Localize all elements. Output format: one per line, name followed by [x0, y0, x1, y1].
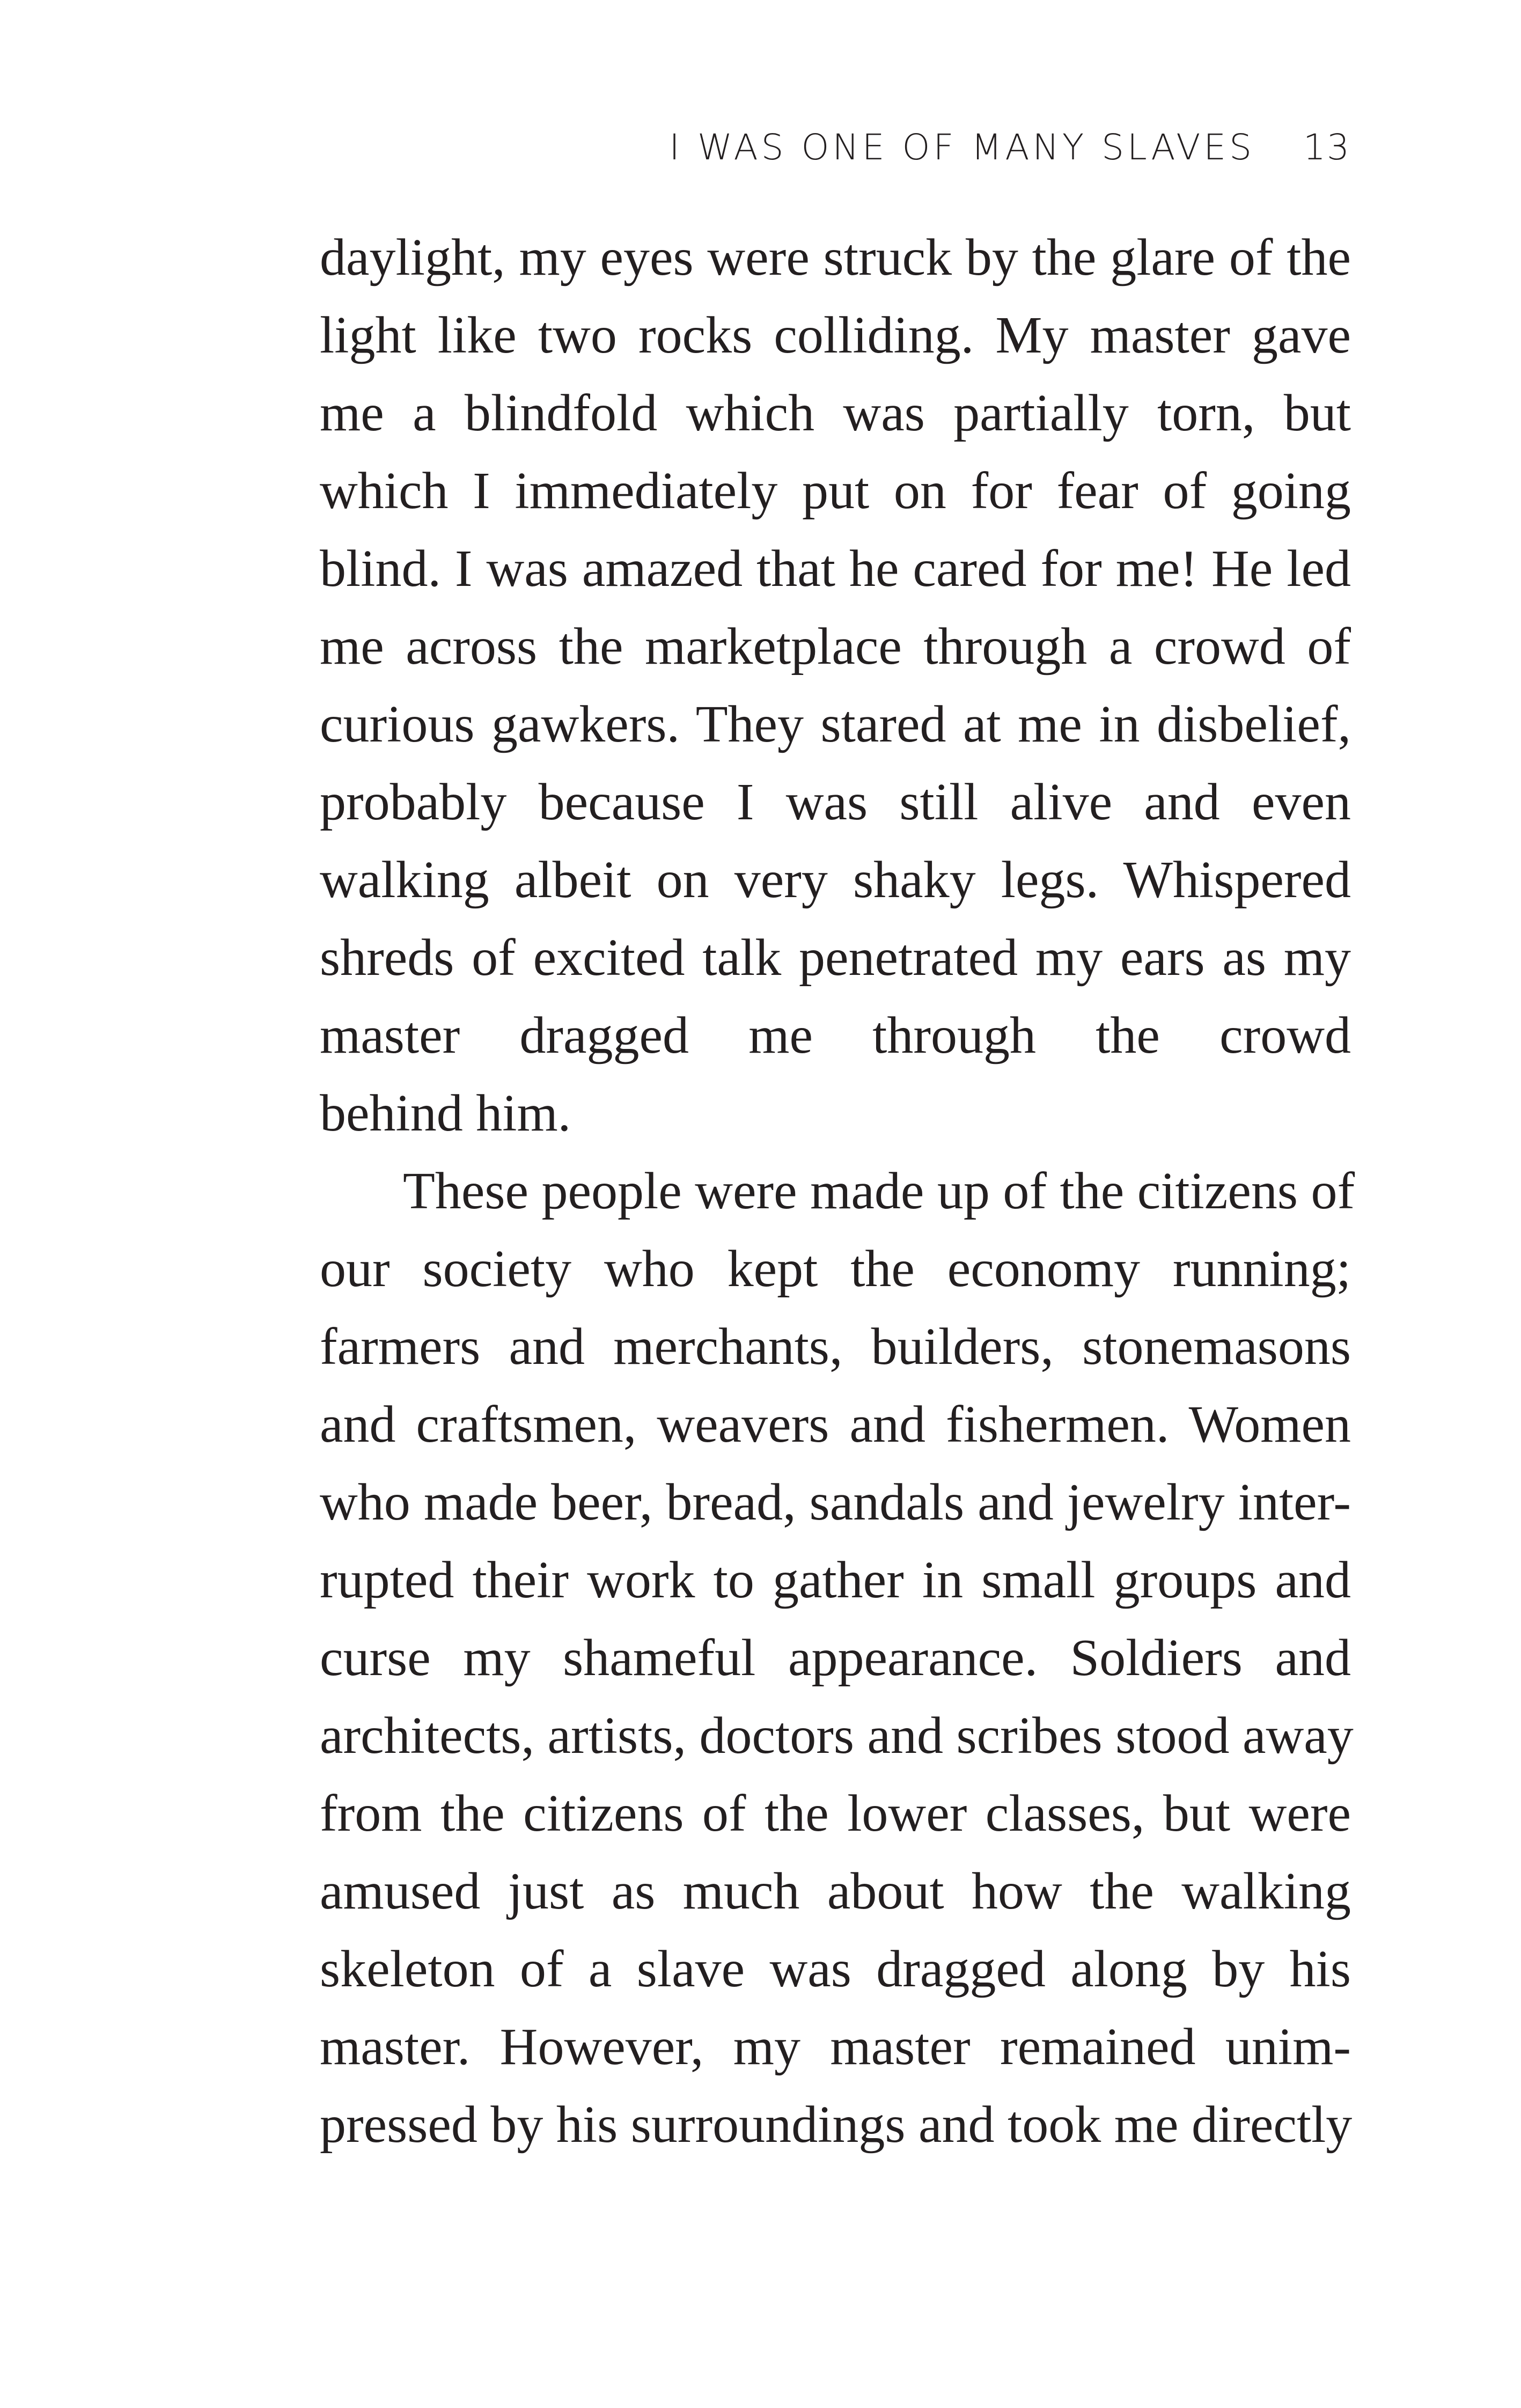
text-line: blind. I was amazed that he cared for me! He led: [320, 540, 1351, 598]
text-line: farmers and merchants, builders, stonemasons: [320, 1318, 1351, 1376]
text-line: rupted their work to gather in small groups and: [320, 1551, 1351, 1609]
text-line: probably because I was still alive and even: [320, 773, 1351, 831]
text-line: curse my shameful appearance. Soldiers and: [320, 1629, 1351, 1687]
text-line: walking albeit on very shaky legs. Whispered: [320, 851, 1351, 909]
text-line: master. However, my master remained unim-: [320, 2018, 1351, 2076]
running-head-title: I WAS ONE OF MANY SLAVES: [669, 126, 1255, 168]
text-line: skeleton of a slave was dragged along by his: [320, 1940, 1351, 1998]
text-line: me across the marketplace through a crowd of: [320, 618, 1351, 676]
text-line: curious gawkers. They stared at me in disbelief,: [320, 695, 1351, 753]
running-head: [669, 117, 1350, 177]
text-line: shreds of excited talk penetrated my ears as my: [320, 929, 1351, 987]
text-line: our society who kept the economy running;: [320, 1240, 1351, 1298]
text-line: who made beer, bread, sandals and jewelry inter-: [320, 1473, 1351, 1531]
body-text: [320, 219, 1355, 2164]
text-line: me a blindfold which was partially torn, but: [320, 384, 1351, 442]
text-line: master dragged me through the crowd: [320, 1007, 1351, 1064]
text-line: daylight, my eyes were struck by the glare of the: [320, 229, 1351, 287]
paragraph-first-line: These people were made up of the citizens of: [403, 1162, 1355, 1220]
text-line: behind him.: [320, 1084, 571, 1142]
text-line: which I immediately put on for fear of going: [320, 462, 1351, 520]
text-line: from the citizens of the lower classes, but were: [320, 1785, 1351, 1842]
text-line: architects, artists, doctors and scribes stood away: [320, 1707, 1354, 1765]
text-line: pressed by his surroundings and took me directly: [320, 2096, 1353, 2154]
text-line: light like two rocks colliding. My master gave: [320, 306, 1351, 364]
text-line: amused just as much about how the walking: [320, 1862, 1351, 1920]
text-line: and craftsmen, weavers and fishermen. Women: [320, 1396, 1351, 1453]
page-number: 13: [1303, 126, 1350, 168]
